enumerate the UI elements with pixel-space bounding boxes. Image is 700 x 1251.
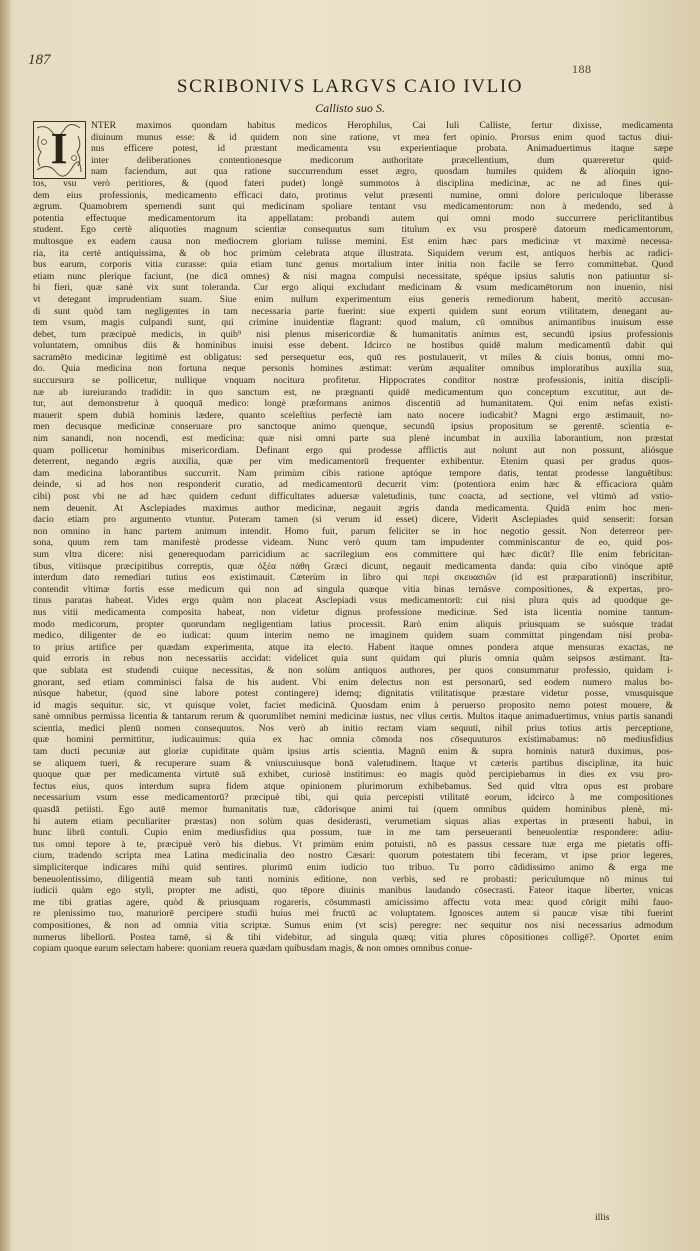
text-line: NTER maximos quondam habitus medicos Herophilus, Cai Iuli Calliste, fertur dixisse, medicamenta: [91, 120, 673, 131]
text-line: deinde, si ad hos non responderit curatio, ad medicamentorū decurrit vim: (potentiora enim hæc & efficaciora quàm: [33, 479, 673, 491]
text-line: nus vitii medicamenta composita habeat, non videtur dignus professione medicinæ. Sed ista licentia nomine tantum-: [33, 606, 673, 618]
text-line: tam ducti pecuniæ aut gloriæ cupiditate quàm ipsius artis scientia. Magnū enim & supra hominis naturā duximus, pos-: [33, 746, 673, 758]
text-line: deterrent, negando ægris auxilia, quæ per vim medicamentorū frequenter exhibentur. Etenim quasi per gradus quos-: [33, 456, 673, 468]
text-line: me tibi gratias agere, quòd & priusquam rogareris, cōsummasti amicissimo affectu vota mea: quod cōrigit mihi fauo-: [33, 896, 673, 908]
text-line: nam faciendum, aut qua ratione succurrendum esset ægro, quosdam humiles quidem & alioquin igno-: [91, 166, 673, 178]
text-line: bi fieri, quæ sanè vix sunt toleranda. Cur ergo aliqui excludant medicinam & vsum medicamētorum non inuenio, nisi: [33, 282, 673, 294]
page-number-right: 188: [572, 62, 592, 76]
text-line: student. Ego certè aliquoties magnum scientiæ consequutus sum titulum ex vsu prosperè datorum medicamentorum,: [33, 224, 673, 236]
text-line: medico, diligenter de eo iudicat: quum interim nemo ne imaginem quidem suam committat pingendam nisi proba-: [33, 630, 673, 642]
text-line: mauerit spem dubiā hominis lædere, quanto sceleſtius perfectè iam nato nocere iudicabit? Magni ergo æstimauit, no-: [33, 409, 673, 421]
text-line: bus earum, corporis vitia curasse: quia etiam tunc genus mortalium inter initia non facile se ferro committebat. Quod: [33, 259, 673, 271]
text-line: dem eius professionis, medicamento efficaci dato, protinus velut præsenti numine, omni dolore periculoque liberasse: [33, 189, 673, 201]
page-subtitle: Callisto suo S.: [315, 101, 385, 115]
text-line: etiam nunc plerique faciunt, (ne dicā omnes) & nisi magna compulsi necessitate, spéque ipsius salutis non patiuntur si-: [33, 270, 673, 282]
text-line: voluntatem, omnibus diis & hominibus inuisi esse debent. Idcirco ne hostibus quidē malum medicamentū dabit qui: [33, 340, 673, 352]
text-line: necessarium vsum esse medicamentorū? præcipuè tibi, qui quia percepisti vtilitatē eorum, idcirco à me compositiones: [33, 792, 673, 804]
text-line: copiam quoque earum selectam habere: quoniam reuera quædam quibusdam magis, & non omnes omnibus conue-: [33, 943, 473, 955]
text-line: modo medicorum, propter quorundam negligentiam latius processit. Rarò enim aliquis priusquam se suósque tradat: [33, 618, 673, 630]
text-line: re plenissimo tuo, maturiorē percipere studii huius mei fructū ac voluptatem. Ignosces autem si paucæ visæ tibi fuerint: [33, 908, 673, 920]
text-line: sacramēto medicinæ legitimè est obligatus: sed persequetur eos, quū res postulauerit, vt miles & ciuis bonus, omni mo-: [33, 351, 673, 363]
text-line: do. Quia medicina non fortuna neque personis homines æstimat: verùm æqualiter omnibus imploratibus auxilia sua,: [33, 363, 673, 375]
text-line: simpliciterque indicares mihi quid sentires. plurimū enim iudicio tuo tribuo. Tu porro cādidissimo animo & erga me: [33, 862, 673, 873]
text-line: debet, tum præcipuè medicis, in quib⁹ nisi plenus misericordiæ & humanitatis animus est, secundū ipsius professionis: [33, 328, 673, 340]
text-line: beneuolentissimo, diligentiā meam sub tanti nominis editione, non verbis, sed re probasti: periculumque nō minus tui: [33, 873, 673, 885]
text-line: scientia, medici plenū nomen consequutos. Nos verò ab initio rectam viam sequuti, nihil prius totius artis perceptione,: [33, 722, 673, 734]
text-line: nem deuenit. At Asclepiades maximus author medicinæ, negauit ægris danda medicamenta. Quidā enim hoc men-: [33, 502, 673, 514]
text-line: hunc librū contuli. Cupio enim mediusfidius qua possum, tuæ in me tam perseueranti beneuolentiæ respondere: adiu-: [33, 827, 673, 839]
text-line: tur, aut demonstretur à quoquā medico: longè præformans animos discentiū ad humanitatem. Qui enim nefas existi-: [33, 398, 673, 410]
text-line: dam medicina laborantibus succurrit. Nam primùm cibis ratione aptóque tempore datis, tentat prodesse languētibus:: [33, 467, 673, 479]
text-line: numerus libellorū. Postea tamē, si & tibi videbitur, ad singula quæq; vitia plures cōpositiones colligē?. Oportet enim: [33, 931, 673, 943]
text-line: inter deliberationes contentionesque medicorum authoritate præcellentium, dum quæreretur quid-: [91, 154, 673, 166]
text-line: se aliquem tueri, & recuperare suam & vniuscuiusque bonā valetudinem. Itaque vt cæteris partibus disciplinæ, ita huic: [33, 757, 673, 769]
text-line: quam pollicetur hominibus misericordiam. Definant ergo qui prodesse afflictis aut nolunt aut non possunt, aliósque: [33, 444, 673, 456]
book-spine-shadow: [0, 0, 10, 1251]
text-line: interdum dato remediari tutius eos existimauit. Cæterùm in libro qui περὶ σκευασιῶν (id est præparationū) inscribitur,: [33, 572, 673, 584]
text-line: non omnino in hanc partem animum intendit. Homo fuit, parum feliciter se in hoc negotio gessit. Non deterreor per-: [33, 525, 673, 537]
catchword: illis: [595, 1212, 610, 1223]
text-line: potentia effectuque medicamentorum ita appellatam: probandi autem qui omni modo succurrere periclitantibus: [33, 212, 673, 224]
text-line: que sublata est studendi cuique necessitas, & non solùm antiquos authores, per quos consummatur professio, quidam i-: [33, 664, 673, 676]
text-line: tibus, vitiisque præcipitibus correptis, quæ ὀξέα πάθη Græci dicunt, negauit medicamenta danda: quia cibo vinóque aptē: [33, 560, 673, 572]
text-line: tos, vsu verò peritiores, & (quod fateri pudet) longè summotos à disciplina medicinæ, ac ne ad fines qui-: [33, 177, 673, 189]
text-line: tinus paratas habeat. Vides ergo quàm non placeat Asclepiadi vsus medicamentorū: cui nisi plura quis ad quodque ge-: [33, 595, 673, 607]
initial-letter: I: [50, 124, 68, 173]
text-line: dacio etiam pro argumento vtuntur. Poteram tamen (si verum id esset) dicere, Viderit Asclepiades quid senserit: forsan: [33, 514, 673, 526]
text-line: iudicii quàm ego styli, propter me adisti, quo tēpore diuinis manibus laudando cōsecrasti. Fateor itaque liberter, vnicas: [33, 885, 673, 897]
page-title: SCRIBONIVS LARGVS CAIO IVLIO: [176, 76, 524, 97]
text-line: succursura se pollicetur, nullique vnquam nocitura profitetur. Hippocrates conditor nostræ professionis, initia discipli-: [33, 375, 673, 387]
text-line: tus omni tepore à te, præcipuè verò his diebus. Vt primùm enim potuisti, nō es passus cessare tuæ erga me pietatis offi-: [33, 838, 673, 850]
text-line: sona, quum rem tam manifestè prodesse videam. Nunc verò quum tam impudenter comminiscantur de eo, quid pos-: [33, 537, 673, 549]
text-line: to prius artifice per quædam experimenta, atque ita electo. Habent itaque omnes pondera atque mensuras exactas, ne: [33, 641, 673, 653]
text-line: nim sanandi, non nocendi, est medicina: quæ nisi omni parte sua plenè incumbat in auxilia laborantium, non præstat: [33, 433, 673, 445]
text-line: men decusque medicinæ conseruare pro sanctoque animo quenque, secundū ipsius propositum se gerentē. scientia e-: [33, 421, 673, 433]
text-line: di sunt quòd tam negligentes in tam necessaria parte fuerint: siue experti quidem sunt eorum vtilitatem, denegant au-: [33, 305, 673, 317]
text-line: núsque habetur, (quod sine labore potest contingere) idemq; dignitatis vtilitatisque præstare videtur posse, vnusquisque: [33, 688, 673, 700]
text-line: næ ab iureiurando tradidit: in quo sanctum est, ne prægnanti quidē medicamentum quo conceptum excutitur, aut de-: [33, 386, 673, 398]
text-line: tem vsum, magis culpandi sunt, qui crimine inuidentiæ flagrant: quod malum, cū omnibus animantibus inuisum esse: [33, 317, 673, 329]
text-line: cium, tradendo scripta mea Latina medicinalia deo nostro Cæsari: quorum potestatem tibi feceram, vt ipse prior legeres,: [33, 850, 673, 862]
text-line: ægrum. Quamobrem spernendi sunt qui medicinam spoliare tentant vsu medicamentorum: non à medendo, sed à: [33, 201, 673, 213]
text-line: fectus eius, quos interdum supra fidem atque opinionem plurimorum exhibebamus. Sed quid vltra opus est probare: [33, 780, 673, 792]
text-line: nus efficere potest, id præstant medicamenta vsu experientiaque probata. Animaduertimus itaque sæpe: [91, 143, 673, 155]
text-line: contendit vltimæ fortis esse medicum qui non ad singula quæque vitia binas ternásve compositiones, & expertas, pro-: [33, 583, 673, 595]
text-line: quæ homini permittitur, iudicauimus: quia ex hac omnia cōmoda nos cōsequuturos existimabamus: nō mediusfidius: [33, 734, 673, 746]
text-line: quasdā petiisti. Ego autē memor humanitatis tuæ, cādorisque animi tui (quem omnibus quidem hominibus plenè, mi-: [33, 804, 673, 816]
text-line: hi autem etiam peculiariter præstas) non solùm quas desiderasti, verumetiam siquas alias expertas in præsenti habui, in: [33, 815, 673, 827]
page-number-left: 187: [28, 52, 51, 68]
text-line: quid erroris in rebus non necessariis accidat: videlicet quia sunt quidam qui pluris omnia quàm seipsos æstimant. Ita-: [33, 653, 673, 665]
text-line: cibi) post vbi ne ad hæc quidem cedunt difficultates aduersæ valetudinis, tunc coacta, ad sectione, vel vltimò ad vstio-: [33, 491, 673, 502]
text-line: sanè omnibus permissa licentia & tantarum rerum & quorumlibet nemini medicinæ iustus, nec vllus certis. Multos itaque animaduertimus, vnius partis sanandi: [33, 711, 673, 723]
body-text: [33, 120, 673, 955]
text-line: multosque ex eadem causa non mediocrem gloriam tulisse memini. Est enim hæc pars medicinæ vt maximè necessa-: [33, 235, 673, 247]
text-line: sum vltra dicere: nisi generequodam parricidium ac sacrilegium eos committere qui hæc dicūt? Ille enim febricitan-: [33, 548, 673, 560]
text-line: compositiones, & non ad omnia vitia scriptæ. Sumus enim (vt scis) peregre: nec sequitur nos nisi necessarius admodum: [33, 919, 673, 931]
text-line: quoque quæ per medicamenta virtutē suā exhibet, curiosè institimus: eo magis quòd percipiebamus in dies ex vsu pro-: [33, 769, 673, 781]
text-line: ria, ita certè antiquissima, & ob hoc primùm celebrata atque illustrata. Siquidem verum est, antiquos herbis ac radici-: [33, 247, 673, 259]
text-line: gnorant, sed etiam comminisci falsa de his audent. Vbi enim delectus non est personarū, sed eodem numero malus bo-: [33, 676, 673, 688]
text-line: id magis sequitur. sic, vt quisque volet, faciet medicinā. Quosdam enim à peruerso proposito nemo potest mouere, &: [33, 699, 673, 711]
text-line: diuinum munus esse: & id quidem non sine ratione, vt mea fert opinio. Prorsus enim quod tactus diui-: [91, 131, 673, 143]
text-line: vt detegant imprudentiam suam. Siue enim nullum experimentum eius generis remediorum habent, meritò accusan-: [33, 293, 673, 305]
